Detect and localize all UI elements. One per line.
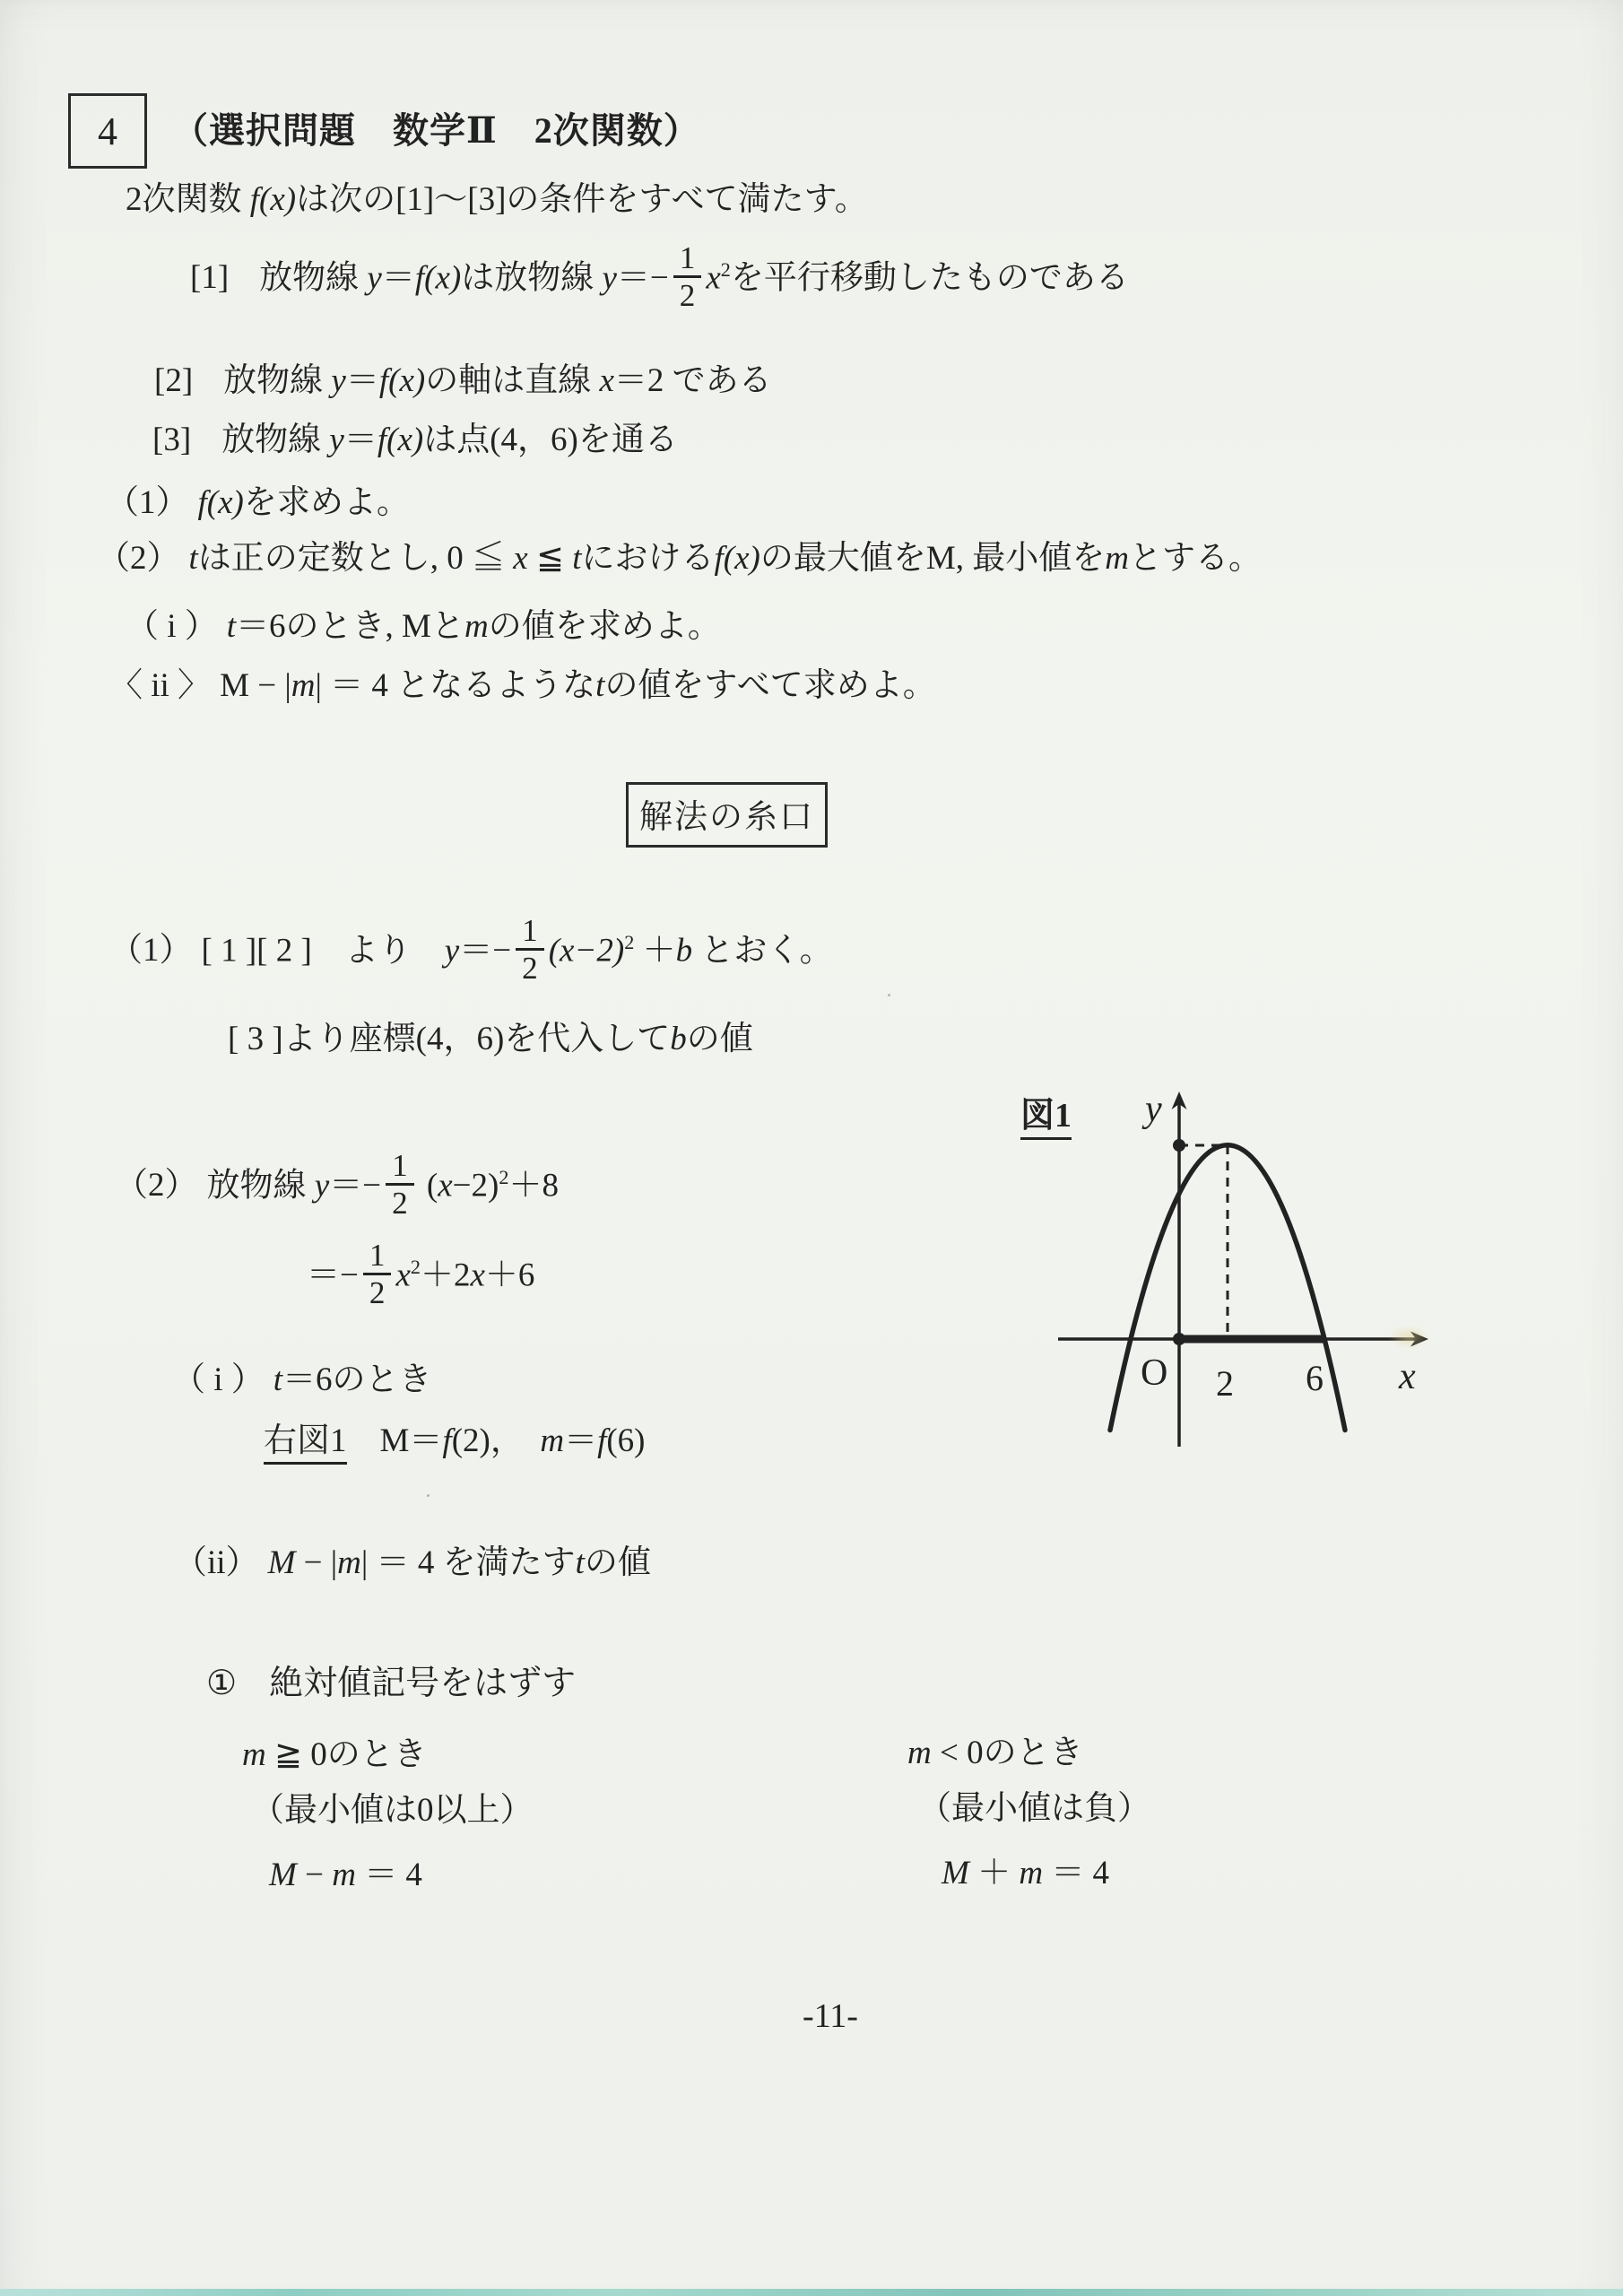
condition-1-text: 放物線 y＝f(x)は放物線 y＝− $\frac{1}{2}$ $x^2$を平行移動したものである [259, 240, 1129, 314]
question-2-i [126, 606, 721, 648]
problem-number-box [68, 93, 147, 169]
condition-2 [154, 361, 772, 402]
question-1 [106, 483, 410, 524]
question-1-text: f(x)を求めよ。 [197, 484, 410, 521]
intro-text: 2次関数 f(x)は次の[1]～[3]の条件をすべて満たす。 [126, 181, 868, 218]
y-axis-label: y [1145, 1089, 1162, 1130]
step-1-line [206, 1663, 576, 1706]
solution-heading-box [626, 782, 828, 848]
case-right-note-text: （最小値は負） [918, 1790, 1150, 1827]
figure-label: 図1 [1020, 1097, 1072, 1140]
dust-speck [888, 994, 890, 996]
question-2-tag: （2） [97, 540, 180, 577]
question-2-ii-tag: 〈 ii 〉 [109, 667, 212, 704]
question-2 [97, 538, 1262, 579]
solution-2-i-text: t＝6のとき [273, 1361, 432, 1398]
condition-1-tag: [1] [190, 259, 230, 297]
step-1-text: 絶対値記号をはずす [269, 1665, 577, 1702]
case-left-note [251, 1790, 534, 1831]
case-left-condition [242, 1735, 427, 1776]
case-right-equation-text: M ＋ m ＝ 4 [942, 1855, 1110, 1892]
condition-2-text: 放物線 y＝f(x)の軸は直線 x＝2 である [223, 362, 772, 399]
page-number: -11- [803, 1997, 858, 2035]
solution-1-line-2 [228, 1019, 753, 1060]
condition-2-tag: [2] [154, 362, 194, 399]
page-title: （選択問題 数学Ⅱ 2次関数） [172, 110, 700, 151]
tick-label-6: 6 [1306, 1358, 1324, 1398]
case-left-equation [269, 1855, 422, 1896]
problem-number: 4 [98, 109, 117, 153]
question-2-i-tag: （ i ） [126, 608, 218, 645]
solution-1-equation: [ 1 ][ 2 ] より y＝− $\frac{1}{2}$ $(x-2)^2 +b$ とおく。 [201, 913, 833, 987]
case-left-equation-text: M − m ＝ 4 [269, 1857, 422, 1893]
condition-3 [152, 420, 678, 461]
solution-2-equation-vertex-form: 放物線 y＝− $\frac{1}{2}$ $(x-2)^2+8$ [206, 1148, 559, 1222]
question-2-ii-text: M − |m| ＝ 4 となるようなtの値をすべて求めよ。 [220, 667, 936, 704]
figure-1 [1013, 1074, 1462, 1460]
question-1-tag: （1） [106, 484, 189, 521]
intro-line [126, 179, 868, 221]
solution-2-line-1 [115, 1148, 559, 1225]
case-left-condition-text: m ≧ 0のとき [242, 1736, 427, 1773]
dust-speck [427, 1494, 430, 1497]
tick-label-2: 2 [1216, 1363, 1234, 1404]
question-2-i-text: t＝6のとき, Mとmの値を求めよ。 [226, 608, 721, 645]
solution-2-i-tag: （ i ） [172, 1361, 265, 1398]
solution-2-tag: （2） [115, 1167, 198, 1205]
scan-smudge [1388, 1326, 1429, 1349]
x-axis-label: x [1399, 1356, 1416, 1397]
case-right-condition [907, 1733, 1083, 1774]
origin-label: O [1141, 1352, 1168, 1394]
solution-2-line-2 [307, 1238, 535, 1315]
question-2-ii [109, 665, 936, 707]
condition-3-text: 放物線 y＝f(x)は点(4，6)を通る [221, 422, 678, 458]
solution-heading: 解法の糸口 [639, 799, 814, 836]
solution-2-ii-text: M − |m| ＝ 4 を満たすtの値 [267, 1544, 651, 1581]
case-right-condition-text: m < 0のとき [907, 1735, 1083, 1771]
solution-2-i-line [172, 1360, 432, 1401]
question-2-text: tは正の定数とし, 0 ≦ x ≦ tにおけるf(x)の最大値をM, 最小値をmとする。 [188, 540, 1263, 577]
case-left-note-text: （最小値は0以上） [251, 1792, 534, 1829]
origin-dot [1173, 1333, 1185, 1345]
solution-2-i-result [264, 1421, 646, 1462]
solution-2-equation-expanded: ＝− $\frac{1}{2}$ $x^2+2x+6$ [307, 1238, 535, 1311]
scan-edge-strip [0, 2289, 1623, 2296]
condition-3-tag: [3] [152, 422, 192, 458]
case-right-equation [942, 1853, 1109, 1894]
solution-1-line-1 [109, 913, 833, 990]
solution-1-tag: （1） [109, 932, 193, 970]
solution-2-ii-line [174, 1543, 651, 1584]
figure-graph [1013, 1074, 1462, 1460]
solution-2-i-values: 右図1 M＝f(2)， m＝f(6) [264, 1421, 646, 1462]
max-value-dot [1173, 1139, 1185, 1152]
solution-1-substitution: [ 3 ]より座標(4，6)を代入してbの値 [228, 1021, 753, 1057]
case-right-note [918, 1788, 1150, 1830]
step-1-circled-number: ① [206, 1665, 238, 1702]
solution-2-ii-tag: （ii） [174, 1544, 259, 1581]
condition-1 [190, 240, 1129, 317]
